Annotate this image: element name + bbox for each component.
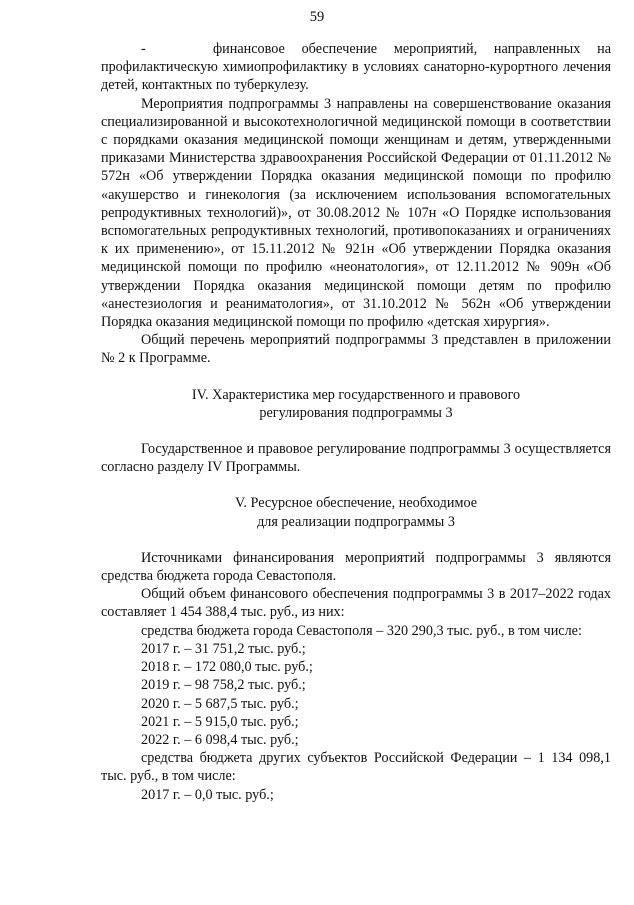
list-item: 2017 г. – 31 751,2 тыс. руб.; bbox=[141, 640, 306, 657]
city-budget-years-list bbox=[101, 640, 611, 749]
section-4-heading-line1: IV. Характеристика мер государственного и правового bbox=[191, 386, 521, 403]
paragraph-total-volume: Общий объем финансового обеспечения подпрограммы 3 в 2017–2022 годах составляет 1 454 388,4 тыс. руб., из них: bbox=[101, 586, 611, 621]
paragraph-other-budget: средства бюджета других субъектов Российской Федерации – 1 134 098,1 тыс. руб., в том числе: bbox=[101, 750, 611, 785]
list-item: 2019 г. – 98 758,2 тыс. руб.; bbox=[141, 677, 306, 694]
list-item: 2020 г. – 5 687,5 тыс. руб.; bbox=[141, 695, 299, 712]
document-body bbox=[101, 40, 611, 804]
list-item: 2017 г. – 0,0 тыс. руб.; bbox=[141, 786, 274, 803]
section-5-heading-line1: V. Ресурсное обеспечение, необходимое bbox=[234, 495, 478, 512]
paragraph-regulation: Государственное и правовое регулирование подпрограммы 3 осуществляется согласно разделу IV Программы. bbox=[101, 441, 611, 476]
other-budget-years-list bbox=[101, 786, 611, 804]
section-5-heading-line2: для реализации подпрограммы 3 bbox=[257, 513, 455, 530]
page-number: 59 bbox=[309, 9, 325, 25]
section-4-heading-line2: регулирования подпрограммы 3 bbox=[259, 404, 453, 421]
list-item: 2022 г. – 6 098,4 тыс. руб.; bbox=[141, 731, 299, 748]
paragraph-list-reference: Общий перечень мероприятий подпрограммы 3 представлен в приложении № 2 к Программе. bbox=[101, 332, 611, 367]
paragraph-sources: Источниками финансирования мероприятий подпрограммы 3 являются средства бюджета города Севастополя. bbox=[101, 549, 611, 585]
paragraph-financing-tb: - финансовое обеспечение мероприятий, направленных на профилактическую химиопрофилактику в условиях санаторно-курортного лечения детей, контактных по туберкулезу. bbox=[101, 41, 611, 94]
list-item: 2021 г. – 5 915,0 тыс. руб.; bbox=[141, 713, 299, 730]
paragraph-measures: Мероприятия подпрограммы 3 направлены на совершенствование оказания специализированной и высокотехнологичной медицинской помощи в соответствии с порядками оказания медицинской помощи женщинам и детям, утвержденными приказами Министерства здравоохранения Российской Федерации от 01.11.2012 № 572н «Об утверждении Порядка оказания медицинской помощи по профилю «акушерство и гинекология (за исключением использования вспомогательных репродуктивных технологий)», от 30.08.2012 № 107н «О Порядке использования вспомогательных репродуктивных технологий, противопоказаниях и ограничениях к их применению», от 15.11.2012 № 921н «Об утверждении Порядка оказания медицинской помощи по профилю «неонатология», от 12.11.2012 № 909н «Об утверждении Порядка оказания медицинской помощи детям по профилю «анестезиология и реаниматология», от 31.10.2012 № 562н «Об утверждении Порядка оказания медицинской помощи по профилю «детская хирургия». bbox=[101, 95, 611, 331]
list-item: 2018 г. – 172 080,0 тыс. руб.; bbox=[141, 659, 313, 676]
paragraph-city-budget: средства бюджета города Севастополя – 320 290,3 тыс. руб., в том числе: bbox=[141, 622, 582, 639]
